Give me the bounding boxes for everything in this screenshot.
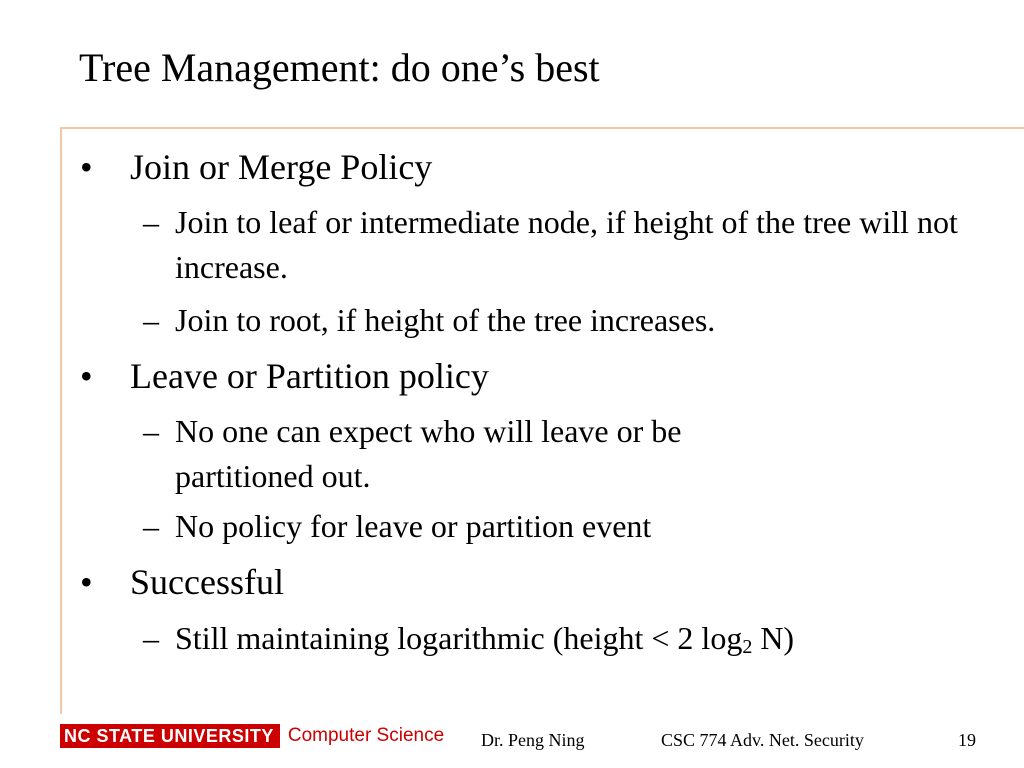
sub-bullet-item — [143, 298, 963, 343]
footer-course: CSC 774 Adv. Net. Security — [661, 730, 864, 750]
dash-marker: – — [143, 508, 159, 544]
sub-bullet-text: Join to leaf or intermediate node, if height of the tree will not increase. — [175, 204, 958, 285]
bullet-marker: • — [80, 562, 93, 602]
bullet-text: Leave or Partition policy — [130, 356, 489, 396]
bullet-text: Join or Merge Policy — [130, 147, 433, 187]
sub-bullet-text: Join to root, if height of the tree increases. — [175, 302, 716, 338]
dash-marker: – — [143, 204, 159, 240]
bullet-text: Successful — [130, 562, 284, 602]
page-number: 19 — [958, 730, 976, 750]
sub-bullet-text — [175, 616, 963, 670]
bullet-marker: • — [80, 147, 93, 187]
sub-bullet-item — [143, 616, 963, 670]
bullet-marker: • — [80, 356, 93, 396]
ncsu-logo — [60, 724, 444, 748]
sub-bullet-item — [143, 504, 963, 549]
slide-title: Tree Management: do one’s best — [79, 45, 600, 90]
dash-marker: – — [143, 302, 159, 338]
sub-bullet-item — [143, 409, 963, 499]
sub-bullet-item — [143, 200, 963, 290]
department-name: Computer Science — [287, 725, 445, 746]
sub-bullet-text-tail: N) — [752, 620, 795, 656]
sub-bullet-text-main: Still maintaining logarithmic (height < 2 log — [175, 620, 743, 656]
subscript-base: 2 — [742, 636, 753, 658]
dash-marker: – — [143, 620, 159, 656]
footer-author: Dr. Peng Ning — [481, 730, 585, 750]
sub-bullet-text: No policy for leave or partition event — [175, 508, 652, 544]
sub-bullet-text: No one can expect who will leave or be partitioned out. — [175, 413, 682, 494]
university-wordmark: NC STATE UNIVERSITY — [60, 724, 280, 748]
dash-marker: – — [143, 413, 159, 449]
